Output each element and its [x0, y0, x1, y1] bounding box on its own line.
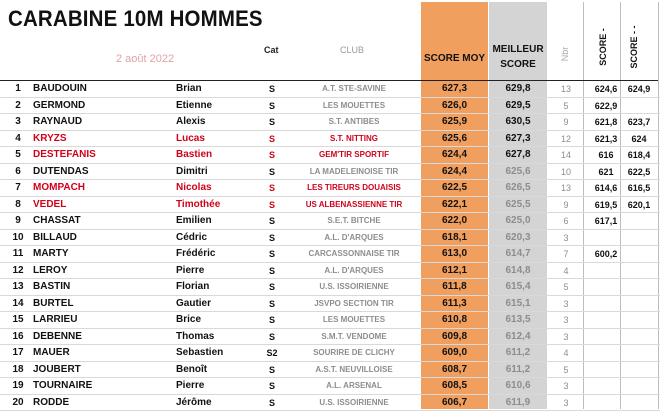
best-score-cell: 611,2 [505, 347, 531, 358]
rank-cell: 5 [15, 149, 21, 160]
score-2-cell: 616,5 [627, 183, 651, 193]
score-2-cell: 624 [631, 133, 647, 144]
best-score-cell: 629,8 [505, 83, 531, 94]
table-row [0, 98, 660, 115]
nbr-cell: 4 [563, 265, 569, 276]
category-cell: S [268, 150, 275, 160]
score-moy-cell: 625,9 [441, 116, 468, 127]
best-score-cell: 611,9 [505, 396, 531, 408]
ranking-table [0, 81, 660, 411]
best-score-cell: 620,3 [505, 231, 531, 243]
last-name-cell: GERMOND [33, 99, 86, 111]
last-name-cell: BILLAUD [33, 231, 77, 243]
rank-cell: 17 [12, 347, 24, 358]
nbr-cell: 3 [563, 331, 569, 342]
first-name-cell: Timothée [176, 198, 221, 210]
best-score-cell: 629,5 [505, 99, 531, 111]
last-name-cell: RODDE [33, 396, 70, 408]
score-moy-cell: 608,7 [441, 363, 468, 375]
nbr-cell: 9 [563, 199, 569, 210]
club-cell: A.T. STE-SAVINE [322, 84, 386, 93]
score-2-cell: 622,5 [627, 166, 651, 177]
rank-cell: 15 [12, 314, 24, 325]
nbr-cell: 5 [563, 364, 569, 375]
best-score-cell: 630,5 [505, 116, 531, 127]
category-cell: S [268, 265, 275, 276]
last-name-cell: MARTY [33, 248, 69, 259]
first-name-cell: Jérôme [176, 396, 212, 408]
first-name-cell: Emilien [176, 215, 212, 226]
best-score-cell: 625,5 [505, 198, 531, 210]
club-cell: CARCASSONNAISE TIR [308, 249, 400, 258]
table-row [0, 263, 660, 280]
best-score-cell: 625,0 [505, 215, 531, 226]
last-name-cell: CHASSAT [33, 215, 81, 226]
first-name-cell: Brian [176, 83, 202, 94]
nbr-cell: 3 [563, 298, 569, 309]
first-name-cell: Bastien [176, 149, 213, 160]
score-1-cell: 616 [598, 150, 614, 160]
first-name-cell: Pierre [176, 380, 205, 391]
nbr-cell: 5 [563, 282, 569, 292]
score-moy-cell: 622,0 [441, 215, 468, 226]
header-best-line2: SCORE [500, 59, 536, 70]
first-name-cell: Florian [176, 281, 210, 292]
score-moy-cell: 611,3 [442, 297, 467, 309]
last-name-cell: DESTEFANIS [33, 149, 96, 160]
category-cell: S [268, 315, 275, 325]
last-name-cell: DEBENNE [33, 330, 82, 342]
table-row [0, 345, 660, 362]
club-cell: S.E.T. BITCHE [327, 216, 381, 225]
table-row [0, 164, 660, 181]
club-cell: S.T. NITTING [330, 133, 378, 143]
header-club: CLUB [340, 45, 365, 55]
first-name-cell: Etienne [176, 99, 213, 111]
table-row [0, 246, 660, 263]
nbr-cell: 9 [563, 117, 569, 127]
score-moy-cell: 608,5 [441, 380, 468, 391]
best-score-cell: 612,4 [505, 330, 531, 342]
table-row [0, 296, 660, 313]
score-1-cell: 600,2 [594, 249, 618, 259]
category-cell: S [268, 298, 275, 309]
club-cell: LES MOUETTES [322, 100, 386, 110]
first-name-cell: Alexis [176, 116, 206, 127]
nbr-cell: 12 [560, 133, 571, 144]
score-moy-cell: 624,4 [441, 165, 468, 177]
first-name-cell: Gautier [176, 297, 212, 309]
club-cell: LES TIREURS DOUAISIS [307, 183, 401, 192]
score-1-cell: 621 [598, 166, 614, 177]
score-moy-cell: 622,1 [441, 198, 468, 210]
category-cell: S [268, 183, 275, 193]
table-row [0, 197, 660, 214]
nbr-cell: 13 [560, 84, 571, 94]
nbr-cell: 3 [563, 232, 569, 243]
score-moy-cell: 606,7 [441, 396, 468, 408]
best-score-cell: 627,8 [505, 149, 531, 160]
nbr-cell: 14 [560, 150, 571, 160]
club-cell: A.L. D'ARQUES [324, 232, 384, 242]
last-name-cell: LARRIEU [33, 314, 78, 325]
table-row [0, 329, 660, 346]
score-2-cell: 618,4 [627, 150, 651, 160]
table-row [0, 147, 660, 164]
last-name-cell: BAUDOUIN [33, 83, 87, 94]
score-1-cell: 617,1 [594, 216, 618, 226]
club-cell: U.S. ISSOIRIENNE [319, 397, 389, 407]
best-score-cell: 625,6 [505, 165, 531, 177]
last-name-cell: JOUBERT [33, 363, 81, 375]
category-cell: S [268, 100, 275, 111]
last-name-cell: KRYZS [33, 132, 67, 144]
score-moy-cell: 622,5 [441, 182, 468, 193]
rank-cell: 10 [12, 231, 24, 243]
rank-cell: 6 [15, 165, 21, 177]
score-2-cell: 620,1 [627, 199, 651, 210]
table-row [0, 131, 660, 148]
score-1-cell: 619,5 [594, 199, 618, 210]
category-cell: S [268, 117, 275, 127]
first-name-cell: Pierre [176, 264, 205, 276]
best-score-cell: 627,3 [505, 132, 531, 144]
last-name-cell: TOURNAIRE [33, 380, 93, 391]
club-cell: LES MOUETTES [322, 315, 386, 324]
first-name-cell: Benoît [176, 363, 208, 375]
score-2-cell: 624,9 [627, 84, 651, 94]
best-score-cell: 613,5 [505, 314, 531, 325]
table-row [0, 378, 660, 395]
score-moy-cell: 613,0 [441, 248, 468, 259]
score-1-cell: 621,8 [594, 117, 618, 127]
last-name-cell: MAUER [33, 347, 70, 358]
first-name-cell: Nicolas [176, 182, 212, 193]
club-cell: A.S.T. NEUVILLOISE [315, 364, 393, 374]
header-best-line1: MEILLEUR [492, 44, 544, 55]
last-name-cell: VEDEL [33, 198, 67, 210]
first-name-cell: Lucas [176, 132, 205, 144]
best-score-cell: 614,8 [505, 264, 531, 276]
nbr-cell: 6 [563, 216, 569, 226]
category-cell: S [268, 249, 275, 259]
club-cell: SOURIRE DE CLICHY [313, 348, 395, 357]
nbr-cell: 3 [563, 315, 569, 325]
score-moy-cell: 609,0 [441, 347, 468, 358]
category-cell: S2 [266, 348, 278, 358]
rank-cell: 2 [15, 99, 21, 111]
category-cell: S [268, 199, 275, 210]
rank-cell: 8 [15, 198, 21, 210]
club-cell: LA MADELEINOISE TIR [309, 166, 399, 176]
table-row [0, 312, 660, 329]
rank-cell: 9 [15, 215, 21, 226]
rank-cell: 14 [12, 297, 24, 309]
last-name-cell: DUTENDAS [33, 165, 89, 177]
table-row [0, 213, 660, 230]
table-row [0, 114, 660, 131]
header-score-2: SCORE - - [629, 25, 639, 69]
rank-cell: 3 [15, 116, 21, 127]
rank-cell: 1 [15, 83, 21, 94]
category-cell: S [268, 364, 275, 375]
rank-cell: 13 [12, 281, 24, 292]
club-cell: S.T. ANTIBES [328, 117, 380, 126]
category-cell: S [268, 397, 275, 408]
category-cell: S [268, 133, 275, 144]
table-row [0, 362, 660, 379]
first-name-cell: Cédric [176, 231, 208, 243]
header-score-moy: SCORE MOY [423, 53, 486, 64]
header-cat: Cat [264, 45, 279, 55]
club-cell: GEM'TIR SPORTIF [319, 150, 389, 159]
best-score-cell: 614,7 [505, 248, 531, 259]
rank-cell: 19 [12, 380, 24, 391]
nbr-cell: 13 [560, 183, 571, 193]
rank-cell: 12 [12, 264, 24, 276]
club-cell: S.M.T. VENDOME [321, 331, 387, 341]
score-1-cell: 621,3 [594, 133, 618, 144]
first-name-cell: Frédéric [176, 248, 216, 259]
score-1-cell: 622,9 [594, 100, 618, 111]
score-moy-cell: 626,0 [441, 99, 468, 111]
category-cell: S [268, 216, 275, 226]
first-name-cell: Dimitri [176, 165, 208, 177]
header-best-score [489, 42, 547, 72]
table-row [0, 180, 660, 197]
last-name-cell: MOMPACH [33, 182, 86, 193]
score-1-cell: 614,6 [594, 183, 618, 193]
best-score-cell: 615,4 [505, 281, 531, 292]
rank-cell: 18 [12, 363, 24, 375]
nbr-cell: 5 [563, 100, 569, 111]
table-row [0, 230, 660, 247]
score-moy-cell: 624,4 [441, 149, 468, 160]
category-cell: S [268, 232, 275, 243]
club-cell: JSVPO SECTION TIR [314, 298, 394, 308]
rank-cell: 4 [15, 132, 21, 144]
category-cell: S [268, 282, 275, 292]
page-title: CARABINE 10M HOMMES [8, 6, 263, 31]
first-name-cell: Brice [176, 314, 202, 325]
score-moy-cell: 609,8 [441, 330, 468, 342]
category-cell: S [268, 84, 275, 94]
last-name-cell: BURTEL [33, 297, 74, 309]
club-cell: A.L. D'ARQUES [324, 265, 384, 275]
score-1-cell: 624,6 [594, 84, 618, 94]
score-2-cell: 623,7 [627, 117, 651, 127]
best-score-cell: 610,6 [505, 380, 531, 391]
rank-cell: 20 [12, 396, 24, 408]
table-row [0, 395, 660, 411]
ranking-date: 2 août 2022 [116, 53, 175, 65]
score-moy-cell: 627,3 [441, 83, 468, 94]
first-name-cell: Thomas [176, 330, 215, 342]
category-cell: S [268, 381, 275, 391]
best-score-cell: 626,5 [505, 182, 531, 193]
header-nbr: Nbr [560, 46, 570, 62]
table-row [0, 279, 660, 296]
category-cell: S [268, 331, 275, 342]
score-moy-cell: 611,8 [442, 281, 467, 292]
score-moy-cell: 612,1 [441, 264, 468, 276]
rank-cell: 11 [12, 248, 24, 259]
table-row [0, 81, 660, 98]
rank-cell: 7 [15, 182, 21, 193]
nbr-cell: 7 [563, 249, 569, 259]
club-cell: U.S. ISSOIRIENNE [319, 282, 389, 291]
first-name-cell: Sebastien [176, 347, 224, 358]
best-score-cell: 615,1 [505, 297, 531, 309]
last-name-cell: LEROY [33, 264, 68, 276]
last-name-cell: BASTIN [33, 281, 71, 292]
nbr-cell: 4 [563, 348, 569, 358]
category-cell: S [268, 166, 275, 177]
club-cell: A.L. ARSENAL [326, 381, 382, 390]
header-score-1: SCORE - [598, 28, 608, 66]
nbr-cell: 3 [563, 381, 569, 391]
score-moy-cell: 610,8 [441, 314, 468, 325]
club-cell: US ALBENASSIENNE TIR [305, 199, 403, 209]
nbr-cell: 3 [563, 397, 569, 408]
last-name-cell: RAYNAUD [33, 116, 83, 127]
best-score-cell: 611,2 [505, 363, 531, 375]
nbr-cell: 10 [560, 166, 571, 177]
score-moy-cell: 618,1 [441, 231, 468, 243]
rank-cell: 16 [12, 330, 24, 342]
score-moy-cell: 625,6 [441, 132, 468, 144]
